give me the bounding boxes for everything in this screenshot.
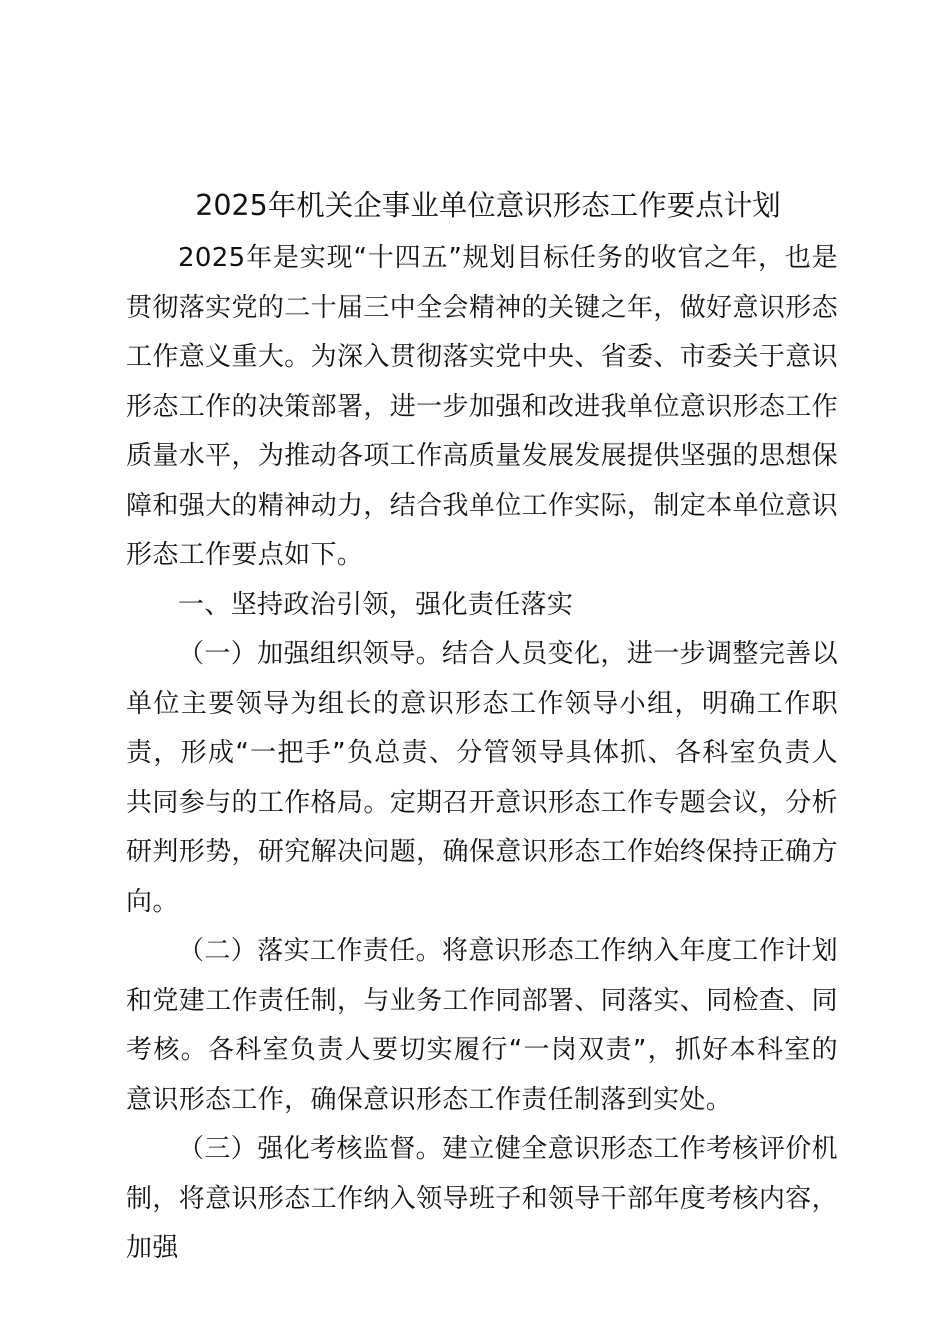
document-title: 2025年机关企事业单位意识形态工作要点计划 — [195, 189, 781, 222]
section-heading-1: 一、坚持政治引领，强化责任落实 — [178, 589, 574, 620]
intro-paragraph: 2025年是实现“十四五”规划目标任务的收官之年，也是贯彻落实党的二十届三中全会精神的关键之年，做好意识形态工作意义重大。为深入贯彻落实党中央、省委、市委关于意识形态工作的决策部署，进一步加强和改进我单位意识形态工作质量水平，为推动各项工作高质量发展发展提供坚强的思想保障和强大的精神动力，结合我单位工作实际，制定本单位意识形态工作要点如下。 — [126, 243, 838, 570]
item-paragraph-2: （二）落实工作责任。将意识形态工作纳入年度工作计划和党建工作责任制，与业务工作同部署、同落实、同检查、同考核。各科室负责人要切实履行“一岗双责”，抓好本科室的意识形态工作，确保意识形态工作责任制落到实处。 — [126, 936, 838, 1115]
document-body — [126, 178, 838, 1274]
item-paragraph-1: （一）加强组织领导。结合人员变化，进一步调整完善以单位主要领导为组长的意识形态工作领导小组，明确工作职责，形成“一把手”负总责、分管领导具体抓、各科室负责人共同参与的工作格局。定期召开意识形态工作专题会议，分析研判形势，研究解决问题，确保意识形态工作始终保持正确方向。 — [126, 639, 838, 917]
item-paragraph-3: （三）强化考核监督。建立健全意识形态工作考核评价机制，将意识形态工作纳入领导班子和领导干部年度考核内容，加强 — [126, 1134, 838, 1263]
